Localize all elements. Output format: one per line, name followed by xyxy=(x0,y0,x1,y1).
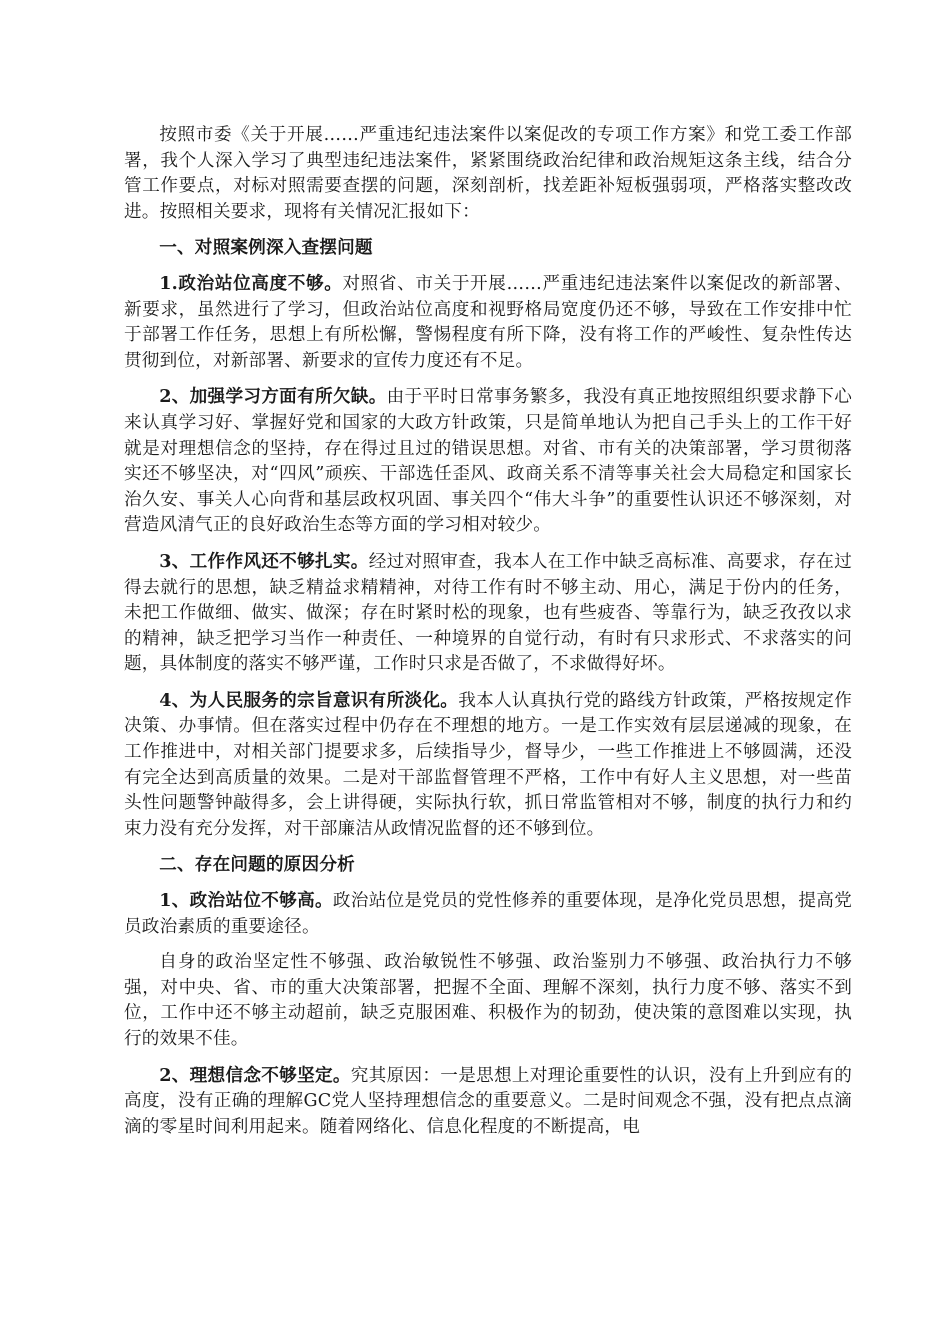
issue-title: 1.政治站位高度不够。 xyxy=(159,272,343,294)
cause-title: 1、政治站位不够高。 xyxy=(159,890,333,912)
issue-text: 我本人认真执行党的路线方针政策，严格按规定作决策、办事情。但在落实过程中仍存在不理想的地方。一是工作实效有层层递减的现象，在工作推进中，对相关部门提要求多，后续指导少，督导少，一些工作推进上不够圆满，还没有完全达到高质量的效果。二是对干部监督管理不严格，工作中有好人主义思想，对一些苗头性问题警钟敲得多，会上讲得硬，实际执行软，抓日常监管相对不够，制度的执行力和约束力没有充分发挥，对干部廉洁从政情况监督的还不够到位。 xyxy=(124,690,852,839)
issue-text: 由于平时日常事务繁多，我没有真正地按照组织要求静下心来认真学习好、掌握好党和国家的大政方针政策，只是简单地认为把自己手头上的工作干好就是对理想信念的坚持，存在得过且过的错误思想。对省、市有关的决策部署，学习贯彻落实还不够坚决，对“四风”顽疾、干部选任歪风、政商关系不清等事关社会大局稳定和国家长治久安、事关人心向背和基层政权巩固、事关四个“伟大斗争”的重要性认识还不够深刻，对营造风清气正的良好政治生态等方面的学习相对较少。 xyxy=(124,387,852,536)
cause-paragraph-1 xyxy=(124,888,852,940)
issue-paragraph-3 xyxy=(124,549,852,678)
issue-text: 经过对照审查，我本人在工作中缺乏高标准、高要求，存在过得去就行的思想，缺乏精益求精精神，对待工作有时不够主动、用心，满足于份内的任务，未把工作做细、做实、做深；存在时紧时松的现象，也有些疲沓、等靠行为，缺乏孜孜以求的精神，缺乏把学习当作一种责任、一种境界的自觉行动，有时有只求形式、不求落实的问题，具体制度的落实不够严谨，工作时只求是否做了，不求做得好坏。 xyxy=(124,551,852,675)
issue-paragraph-4 xyxy=(124,688,852,843)
issue-title: 2、加强学习方面有所欠缺。 xyxy=(159,386,387,408)
issue-text: 对照省、市关于开展……严重违纪违法案件以案促改的新部署、新要求，虽然进行了学习，但政治站位高度和视野格局宽度仍还不够，导致在工作安排中忙于部署工作任务，思想上有所松懈，警惕程度有所下降，没有将工作的严峻性、复杂性传达贯彻到位，对新部署、新要求的宣传力度还有不足。 xyxy=(124,273,852,371)
cause-paragraph-2 xyxy=(124,1063,852,1141)
cause-text: 政治站位是党员的党性修养的重要体现，是净化党员思想，提高党员政治素质的重要途径。 xyxy=(124,891,852,937)
section-heading-1: 一、对照案例深入查摆问题 xyxy=(159,237,373,259)
intro-paragraph: 按照市委《关于开展……严重违纪违法案件以案促改的专项工作方案》和党工委工作部署，我个人深入学习了典型违纪违法案件，紧紧围绕政治纪律和政治规矩这条主线，结合分管工作要点，对标对照需要查摆的问题，深刻剖析，找差距补短板强弱项，严格落实整改改进。按照相关要求，现将有关情况汇报如下： xyxy=(124,125,852,222)
issue-title: 4、为人民服务的宗旨意识有所淡化。 xyxy=(159,689,459,711)
document-page xyxy=(124,123,852,1150)
issue-paragraph-1 xyxy=(124,271,852,374)
cause-title: 2、理想信念不够坚定。 xyxy=(159,1064,351,1086)
cause-paragraph-1-continued: 自身的政治坚定性不够强、政治敏锐性不够强、政治鉴别力不够强、政治执行力不够强，对中央、省、市的重大决策部署，把握不全面、理解不深刻，执行力度不够、落实不到位，工作中还不够主动超前，缺乏克服困难、积极作为的韧劲，使决策的意图难以实现，执行的效果不佳。 xyxy=(124,952,852,1049)
section-heading-2: 二、存在问题的原因分析 xyxy=(159,854,355,876)
cause-text: 究其原因：一是思想上对理论重要性的认识，没有上升到应有的高度，没有正确的理解GC党人坚持理想信念的重要意义。二是时间观念不强，没有把点点滴滴的零星时间利用起来。随着网络化、信息化程度的不断提高，电 xyxy=(124,1065,852,1137)
issue-paragraph-2 xyxy=(124,384,852,539)
issue-title: 3、工作作风还不够扎实。 xyxy=(159,550,369,572)
